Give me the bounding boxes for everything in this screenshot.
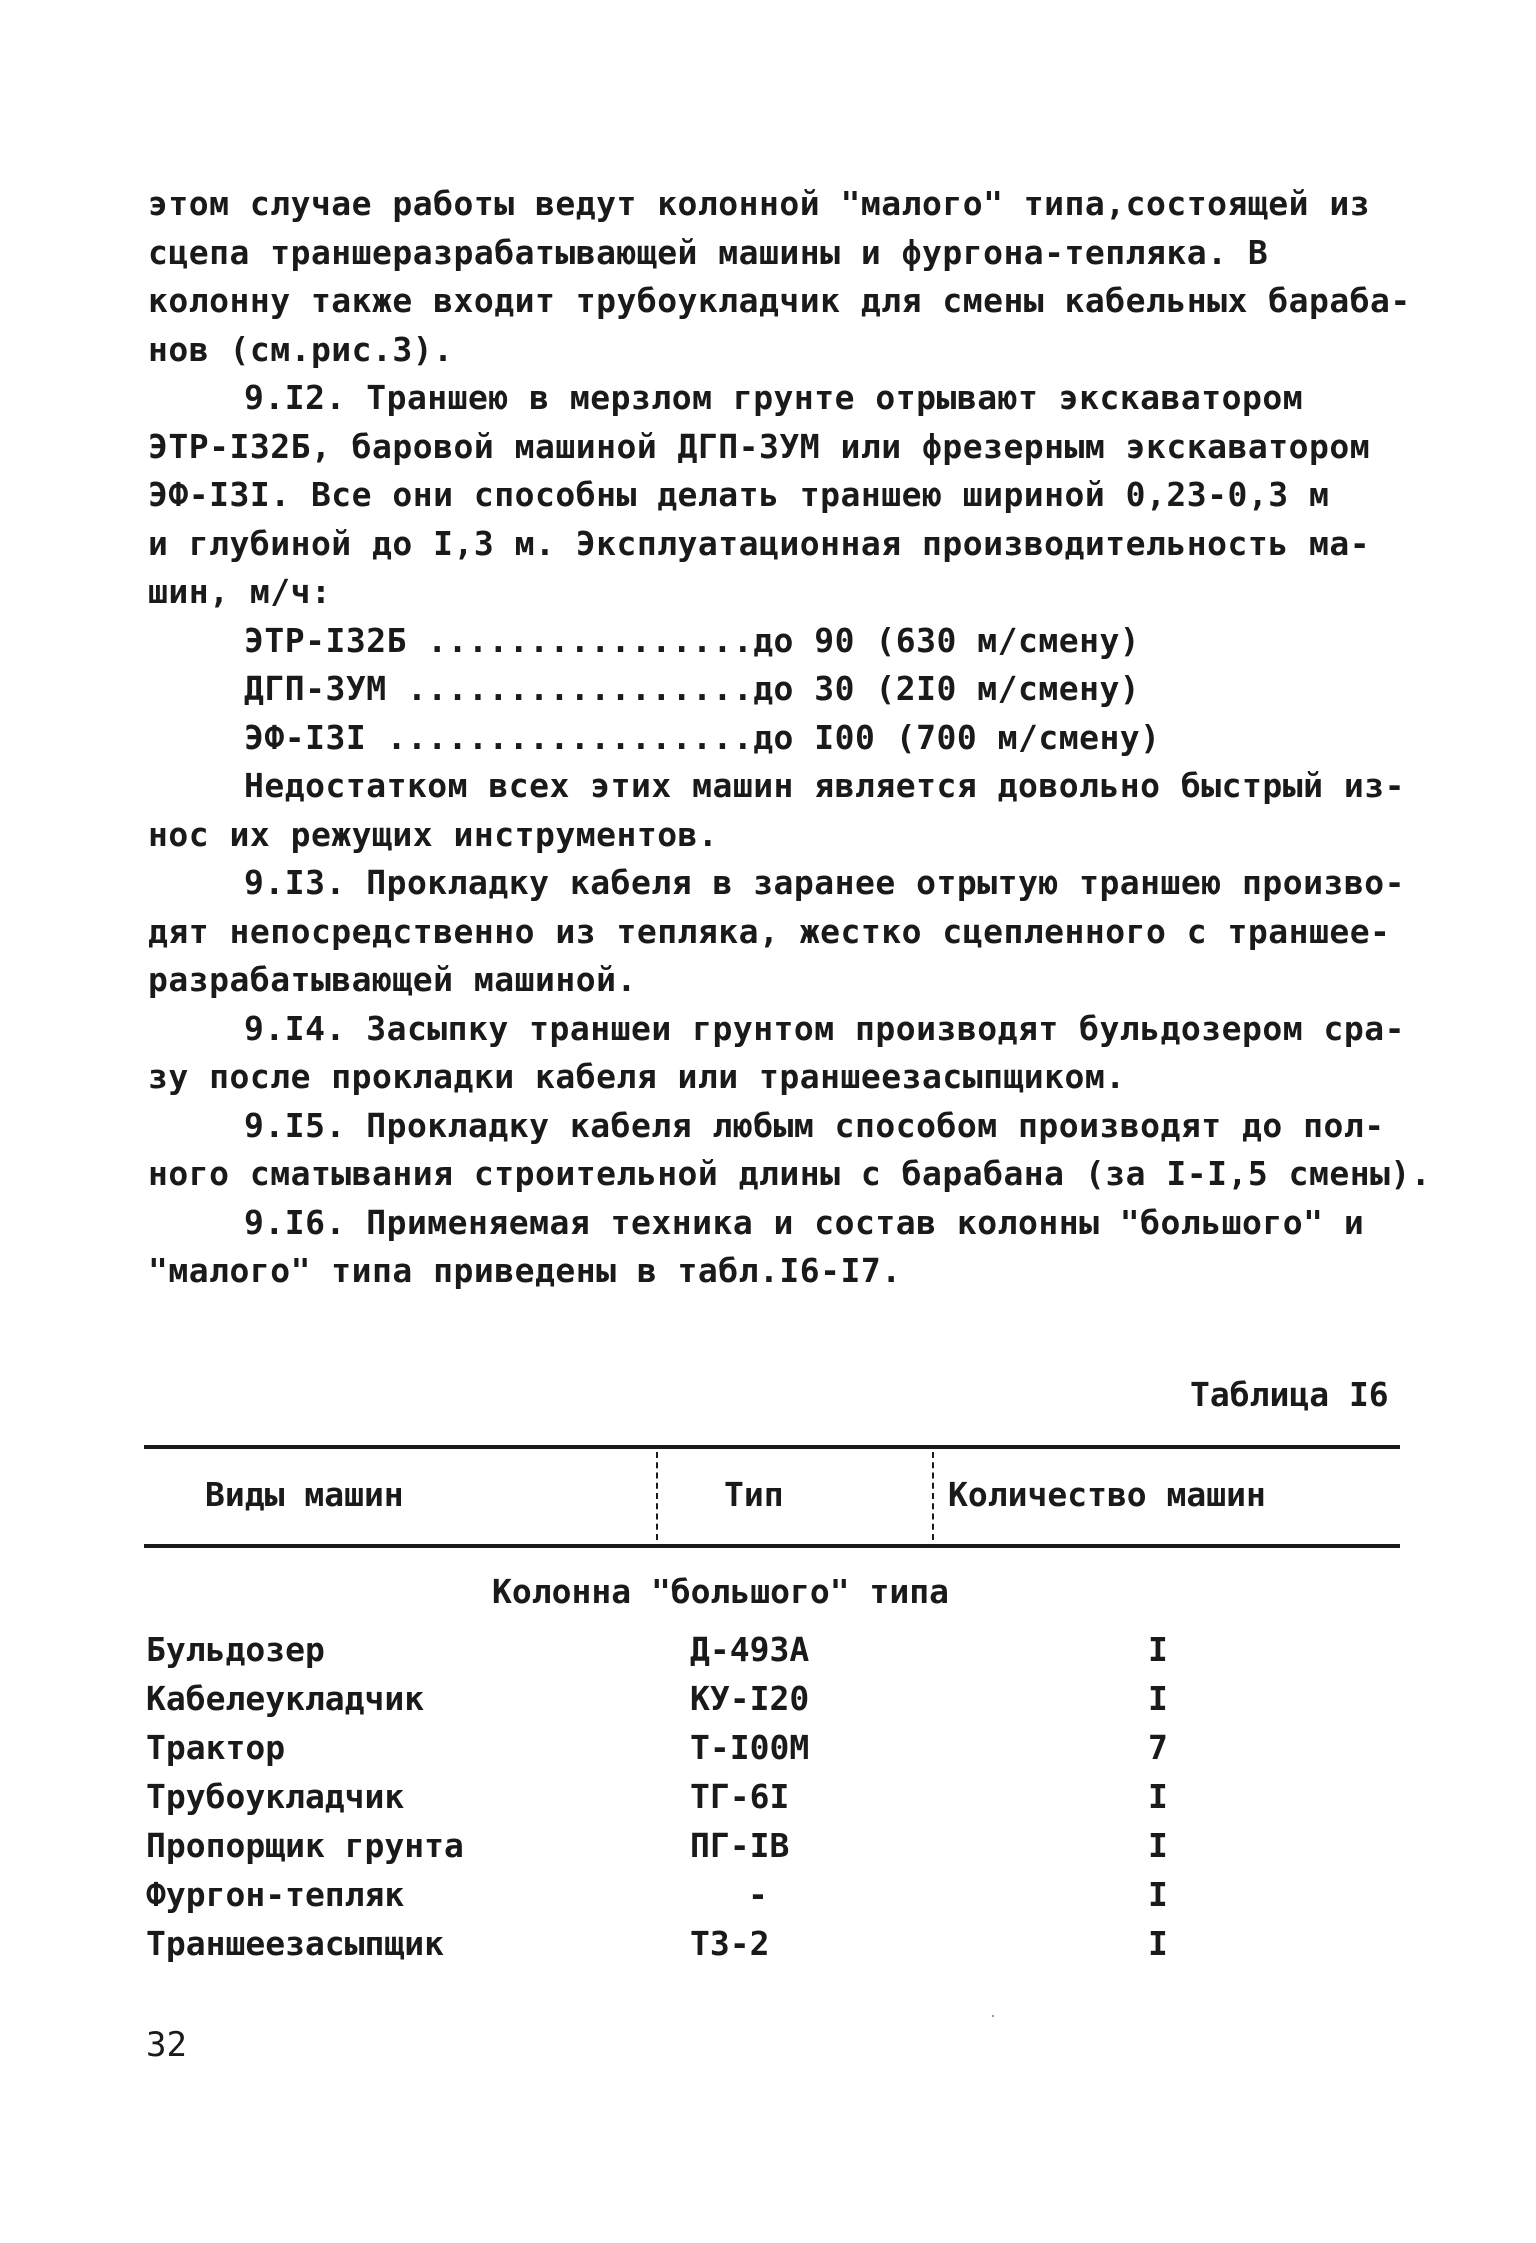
cell-machine: Фургон-тепляк: [146, 1875, 405, 1914]
text-line: зу после прокладки кабеля или траншеезасыпщиком.: [148, 1057, 1126, 1096]
cell-quantity: I: [1148, 1630, 1168, 1669]
header-quantity: Количество машин: [948, 1475, 1266, 1514]
text-line: 9.I5. Прокладку кабеля любым способом производят до пол-: [244, 1105, 1385, 1145]
machine-productivity-line: ЭТР-I32Б ................до 90 (630 м/смену): [244, 620, 1141, 660]
cell-machine: Трактор: [146, 1728, 286, 1767]
table-row: [0, 1826, 1536, 1874]
text-line: разрабатывающей машиной.: [148, 960, 637, 999]
text-line: "малого" типа приведены в табл.I6-I7.: [148, 1251, 902, 1290]
scan-speck: [992, 2015, 994, 2017]
text-line: нов (см.рис.3).: [148, 329, 454, 369]
table-top-rule: [144, 1445, 1400, 1449]
cell-quantity: 7: [1148, 1728, 1168, 1767]
cell-model: Т-I00М: [690, 1728, 810, 1767]
cell-machine: Кабелеукладчик: [146, 1679, 425, 1718]
table-row: [0, 1630, 1536, 1678]
cell-quantity: I: [1148, 1924, 1168, 1963]
cell-machine: Бульдозер: [146, 1630, 325, 1669]
cell-quantity: I: [1148, 1679, 1168, 1718]
text-line: 9.I6. Применяемая техника и состав колонны "большого" и: [244, 1202, 1365, 1242]
table-header-rule: [144, 1544, 1400, 1548]
text-line: колонну также входит трубоукладчик для смены кабельных бараба-: [148, 281, 1411, 320]
cell-quantity: I: [1148, 1826, 1168, 1865]
cell-model: ТЗ-2: [690, 1924, 770, 1963]
table-row: [0, 1728, 1536, 1776]
cell-model: ПГ-IВ: [690, 1826, 790, 1865]
machine-productivity-line: ДГП-ЗУМ .................до 30 (2I0 м/смену): [244, 669, 1141, 708]
text-line: ного сматывания строительной длины с барабана (за I-I,5 смены).: [148, 1154, 1432, 1193]
text-line: и глубиной до I,3 м. Эксплуатационная производительность ма-: [148, 523, 1371, 563]
table-row: [0, 1875, 1536, 1923]
cell-quantity: I: [1148, 1777, 1168, 1816]
table-row: [0, 1924, 1536, 1972]
text-line: дят непосредственно из тепляка, жестко сцепленного с траншее-: [148, 911, 1391, 951]
cell-machine: Трубоукладчик: [146, 1777, 405, 1816]
text-line: Недостатком всех этих машин является довольно быстрый из-: [244, 766, 1405, 805]
header-machine-type: Виды машин: [205, 1475, 404, 1514]
cell-quantity: I: [1148, 1875, 1168, 1914]
cell-model: КУ-I20: [690, 1679, 810, 1718]
body-text: [148, 180, 1432, 1296]
cell-model: ТГ-6I: [690, 1777, 790, 1816]
column-separator: [656, 1452, 658, 1540]
table-group-title: Колонна "большого" типа: [492, 1572, 949, 1611]
text-line: сцепа траншеразрабатывающей машины и фургона-тепляка. В: [148, 232, 1269, 272]
cell-model: -: [748, 1875, 768, 1914]
text-line: 9.I2. Траншею в мерзлом грунте отрывают экскаватором: [244, 378, 1304, 417]
column-separator: [932, 1452, 934, 1540]
text-line: 9.I4. Засыпку траншеи грунтом производят бульдозером сра-: [244, 1008, 1405, 1048]
cell-model: Д-493А: [690, 1630, 810, 1669]
table-row: [0, 1777, 1536, 1825]
text-line: нос их режущих инструментов.: [148, 814, 719, 854]
text-line: этом случае работы ведут колонной "малого" типа,состоящей из: [148, 184, 1371, 223]
text-line: ЭТР-I32Б, баровой машиной ДГП-ЗУМ или фрезерным экскаватором: [148, 426, 1371, 466]
text-line: шин, м/ч:: [148, 572, 332, 611]
text-line: 9.I3. Прокладку кабеля в заранее отрытую траншею произво-: [244, 863, 1405, 902]
machine-productivity-line: ЭФ-I3I ..................до I00 (700 м/смену): [244, 717, 1161, 757]
header-model: Тип: [724, 1475, 784, 1514]
page-number: 32: [146, 2025, 187, 2065]
table-caption: Таблица I6: [1190, 1375, 1389, 1414]
table-row: [0, 1679, 1536, 1727]
text-line: ЭФ-I3I. Все они способны делать траншею шириной 0,23-0,3 м: [148, 475, 1330, 514]
cell-machine: Траншеезасыпщик: [146, 1924, 445, 1963]
cell-machine: Пропорщик грунта: [146, 1826, 464, 1865]
